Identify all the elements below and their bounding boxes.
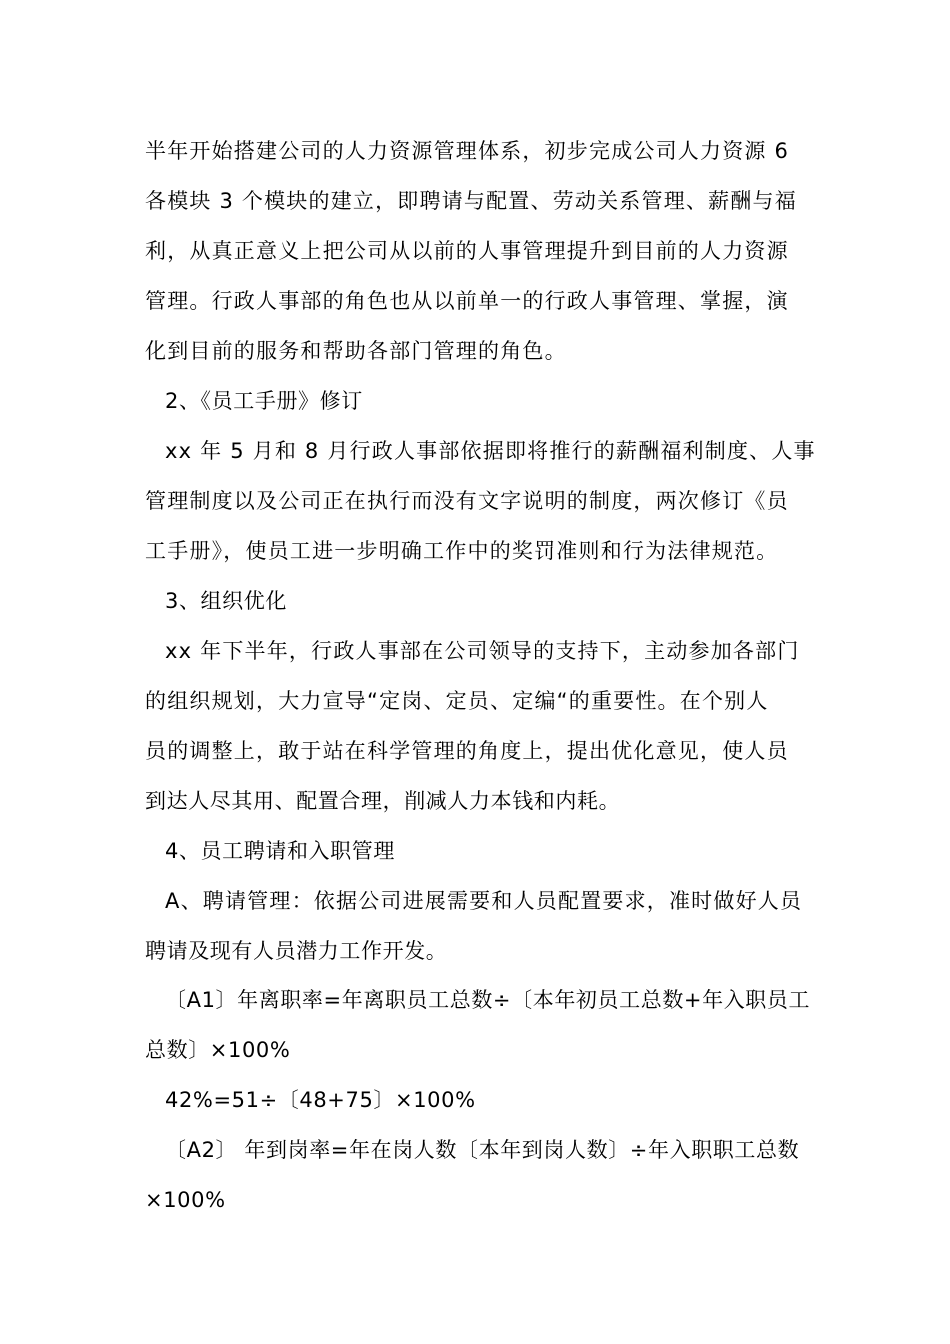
formula-line: ×100% [145,1188,226,1212]
formula-line: 总数〕×100% [145,1038,291,1062]
paragraph-line: 员的调整上，敢于站在科学管理的角度上，提出优化意见，使人员 [145,739,789,763]
paragraph-line: 管理。行政人事部的角色也从以前单一的行政人事管理、掌握，演 [145,289,789,313]
paragraph-line: 利，从真正意义上把公司从以前的人事管理提升到目前的人力资源 [145,239,789,263]
paragraph-line: 工手册》，使员工进一步明确工作中的奖罚准则和行为法律规范。 [145,539,779,563]
formula-line: 〔A2〕 年到岗率=年在岗人数〔本年到岗人数〕÷年入职职工总数 [165,1138,800,1162]
paragraph-line: 半年开始搭建公司的人力资源管理体系，初步完成公司人力资源 6 [145,139,790,163]
paragraph-line: A、聘请管理：依据公司进展需要和人员配置要求，准时做好人员 [165,889,803,913]
formula-line: 〔A1〕年离职率=年离职员工总数÷〔本年初员工总数+年入职员工 [165,988,811,1012]
paragraph-line: 各模块 3 个模块的建立，即聘请与配置、劳动关系管理、薪酬与福 [145,189,797,213]
paragraph-line: 管理制度以及公司正在执行而没有文字说明的制度，两次修订《员 [145,489,789,513]
paragraph-line: 的组织规划，大力宣导“定岗、定员、定编“的重要性。在个别人 [145,689,769,713]
section-heading: 3、组织优化 [165,589,287,613]
paragraph-line: 化到目前的服务和帮助各部门管理的角色。 [145,339,567,363]
paragraph-line: 聘请及现有人员潜力工作开发。 [145,939,448,963]
formula-line: 42%=51÷〔48+75〕×100% [165,1088,476,1112]
section-heading: 4、员工聘请和入职管理 [165,839,395,863]
section-heading: 2、《员工手册》修订 [165,389,363,413]
paragraph-line: xx 年 5 月和 8 月行政人事部依据即将推行的薪酬福利制度、人事 [165,439,816,463]
paragraph-line: xx 年下半年，行政人事部在公司领导的支持下，主动参加各部门 [165,639,800,663]
paragraph-line: 到达人尽其用、配置合理，削减人力本钱和内耗。 [145,789,621,813]
